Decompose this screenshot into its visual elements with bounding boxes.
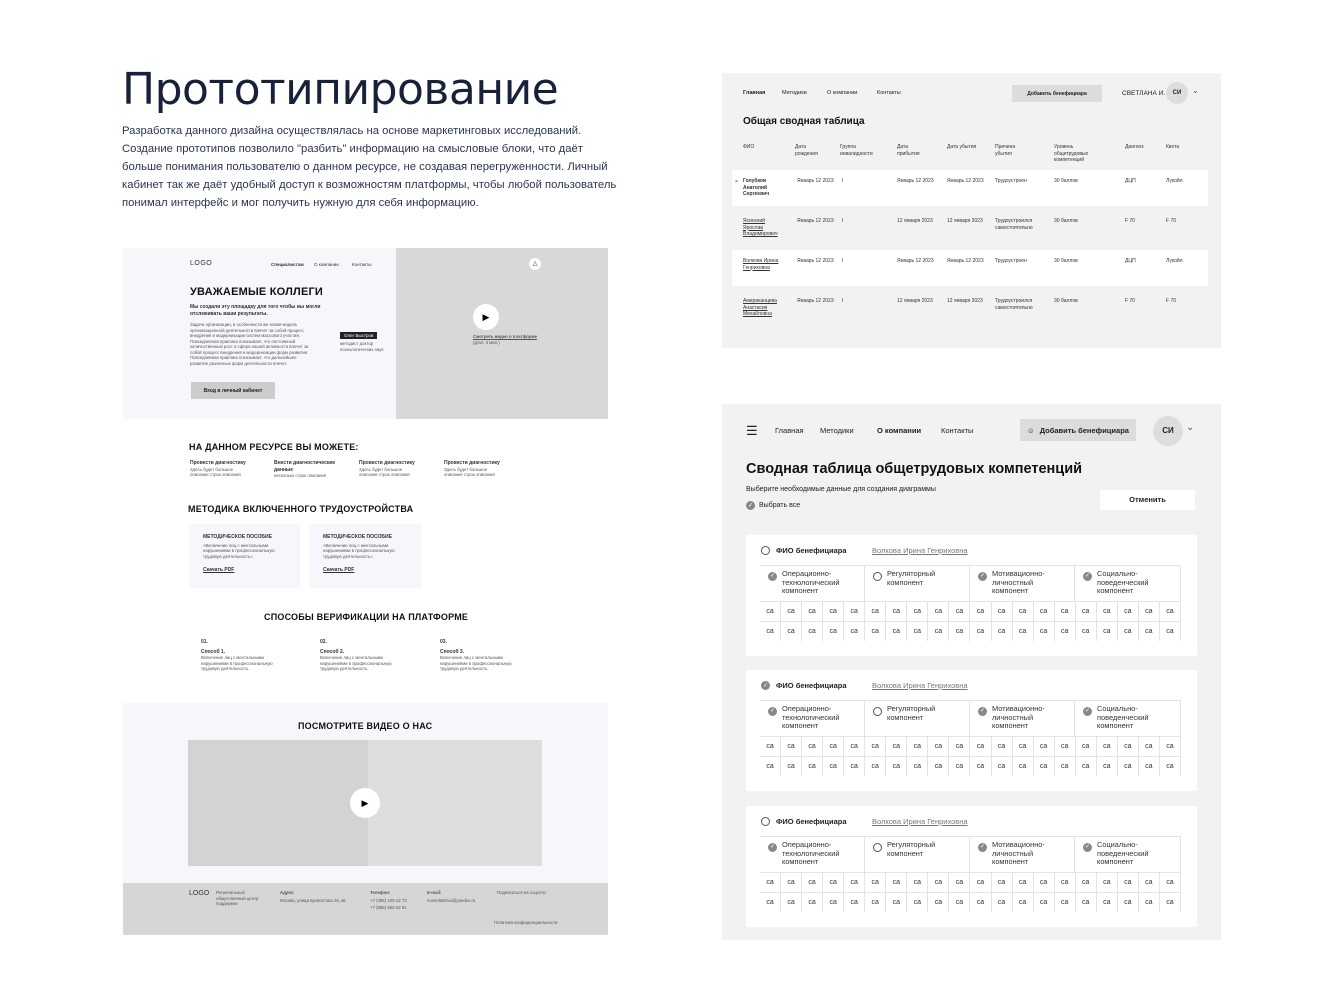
score-cell[interactable]: са <box>1139 737 1160 756</box>
score-cell[interactable]: са <box>1097 622 1118 641</box>
score-cell[interactable]: са <box>1118 893 1139 912</box>
beneficiary-card <box>746 535 1197 656</box>
competency-grid <box>760 836 1181 917</box>
score-cell[interactable]: са <box>949 622 970 641</box>
score-cell[interactable]: са <box>928 757 949 776</box>
score-cell[interactable]: са <box>886 757 907 776</box>
score-cell[interactable]: са <box>823 893 844 912</box>
score-cell[interactable]: са <box>844 602 865 621</box>
score-cell[interactable]: са <box>781 757 802 776</box>
fio-value[interactable]: Волкова Ирина Генриховна <box>872 546 968 555</box>
score-cell[interactable]: са <box>1139 757 1160 776</box>
table-row[interactable] <box>732 250 1208 286</box>
can-item: Провести диагностику Здесь будет большое описание строк описания <box>190 460 246 477</box>
score-cell[interactable]: са <box>992 757 1013 776</box>
table-cell: Трудоустроился самостоятельно <box>995 298 1033 311</box>
score-cell[interactable]: са <box>1034 622 1055 641</box>
check-icon: ✓ <box>769 573 776 580</box>
competency-option[interactable] <box>760 566 865 601</box>
login-button[interactable]: Вход в личный кабинет <box>191 382 275 399</box>
score-cell[interactable]: са <box>907 757 928 776</box>
play-icon[interactable]: ▶ <box>473 304 499 330</box>
score-cell[interactable]: са <box>907 873 928 892</box>
verify-item: 01. Способ 1. Включение лиц с ментальными нарушениями в профессиональную трудовую деятельность. <box>201 639 273 671</box>
check-icon: ✓ <box>769 844 776 851</box>
score-cell[interactable]: са <box>992 622 1013 641</box>
score-cell[interactable]: са <box>1013 622 1034 641</box>
table-cell: 30 баллов <box>1054 258 1078 264</box>
score-cell[interactable]: са <box>1097 873 1118 892</box>
fio-label: ФИО бенефициара <box>776 817 847 826</box>
score-cell[interactable]: са <box>1118 757 1139 776</box>
beneficiary-card <box>746 806 1197 927</box>
score-cell[interactable]: са <box>844 737 865 756</box>
competencies-screen <box>722 404 1221 940</box>
fio-label: ФИО бенефициара <box>776 546 847 555</box>
check-icon[interactable]: ✓ <box>747 503 754 509</box>
table-title: Общая сводная таблица <box>743 116 865 127</box>
score-cell[interactable]: са <box>865 757 886 776</box>
footer-address-label: Адрес: <box>280 890 295 895</box>
competency-option[interactable] <box>1075 701 1181 736</box>
competency-option[interactable] <box>970 566 1075 601</box>
score-cell[interactable]: са <box>844 893 865 912</box>
score-cell[interactable]: са <box>802 757 823 776</box>
col-header[interactable]: Диагноз <box>1125 144 1144 150</box>
score-cell[interactable]: са <box>1034 893 1055 912</box>
competency-label: Операционно-технологический компонент <box>782 569 840 595</box>
score-cell[interactable]: са <box>802 873 823 892</box>
col-header[interactable]: Причина убытия <box>995 144 1016 157</box>
radio-icon[interactable] <box>761 546 770 555</box>
table-cell: 12 января 2023 <box>947 218 983 224</box>
score-cell[interactable]: са <box>992 737 1013 756</box>
score-cell[interactable]: са <box>949 757 970 776</box>
score-cell[interactable]: са <box>1013 737 1034 756</box>
score-cell[interactable]: са <box>1055 737 1076 756</box>
competency-option[interactable] <box>760 701 865 736</box>
summary-table-screen <box>722 73 1221 348</box>
table-cell: Трудоустроен <box>995 178 1027 184</box>
score-cell[interactable]: са <box>1013 873 1034 892</box>
competency-option[interactable] <box>865 566 970 601</box>
chevron-down-icon[interactable]: ⌄ <box>1186 422 1195 433</box>
score-cell[interactable]: са <box>802 893 823 912</box>
table-cell: Январь 12 2023 <box>947 178 984 184</box>
competency-label: Операционно-технологический компонент <box>782 704 840 730</box>
score-cell[interactable]: са <box>823 757 844 776</box>
score-cell[interactable]: са <box>1034 737 1055 756</box>
competency-option[interactable] <box>865 837 970 872</box>
download-pdf-link[interactable]: Скачать PDF <box>203 567 235 573</box>
score-cell[interactable]: са <box>1076 893 1097 912</box>
score-cell[interactable]: са <box>970 737 991 756</box>
add-beneficiary-label: Добавить бенефициара <box>1039 425 1129 435</box>
score-cell[interactable]: са <box>865 622 886 641</box>
score-cell[interactable]: са <box>1160 737 1181 756</box>
competency-label: Социально-поведенческий компонент <box>1097 569 1149 595</box>
nav-home[interactable]: Главная <box>743 90 766 96</box>
score-cell[interactable]: са <box>844 757 865 776</box>
score-cell[interactable]: са <box>823 602 844 621</box>
table-cell: Лукойл <box>1166 178 1183 184</box>
score-cell[interactable]: са <box>970 873 991 892</box>
competency-option[interactable] <box>760 837 865 872</box>
score-cell[interactable]: са <box>802 622 823 641</box>
score-cell[interactable]: са <box>1118 873 1139 892</box>
table-row[interactable] <box>732 210 1208 246</box>
avatar[interactable]: СИ <box>1153 416 1183 446</box>
user-name: СВЕТЛАНА И. <box>1122 90 1166 97</box>
score-cell[interactable]: са <box>928 622 949 641</box>
radio-icon <box>873 572 882 581</box>
score-cell[interactable]: са <box>1118 622 1139 641</box>
score-cell[interactable]: са <box>1076 737 1097 756</box>
score-cell[interactable]: са <box>970 602 991 621</box>
score-cell[interactable]: са <box>1076 622 1097 641</box>
competency-option[interactable] <box>970 837 1075 872</box>
score-cell[interactable]: са <box>1139 622 1160 641</box>
score-cell[interactable]: са <box>1013 602 1034 621</box>
competency-option[interactable] <box>865 701 970 736</box>
footer-phone[interactable]: +7 (495) 100-12 73 <box>370 898 407 903</box>
table-cell: 12 января 2023 <box>947 298 983 304</box>
score-cell[interactable]: са <box>865 737 886 756</box>
competency-option[interactable] <box>970 701 1075 736</box>
footer-email-label: E-mail: <box>427 890 442 895</box>
score-cell[interactable]: са <box>949 873 970 892</box>
can-item: Провести диагностику Здесь будет большое описание строк описания <box>359 460 415 477</box>
badge-role: методист доктор психологических наук <box>340 341 384 352</box>
score-cell[interactable]: са <box>865 893 886 912</box>
can-item: Провести диагностику Здесь будет большое описание строк описания <box>444 460 500 477</box>
beneficiary-name[interactable]: Ясинский Ярослав Владимирович <box>743 218 778 237</box>
score-cell[interactable]: са <box>802 737 823 756</box>
score-cell[interactable]: са <box>970 893 991 912</box>
score-cell[interactable]: са <box>1055 757 1076 776</box>
table-cell: I <box>842 258 844 264</box>
score-cell[interactable]: са <box>760 737 781 756</box>
score-cell[interactable]: са <box>970 622 991 641</box>
table-cell: I <box>842 218 844 224</box>
score-cell[interactable]: са <box>760 893 781 912</box>
radio-icon <box>873 707 882 716</box>
add-beneficiary-button[interactable]: Добавить бенефициара <box>1012 85 1102 102</box>
score-cell[interactable]: са <box>760 873 781 892</box>
nav-home[interactable]: Главная <box>775 426 804 435</box>
score-cell[interactable]: са <box>823 622 844 641</box>
nav-methods[interactable]: Методики <box>820 426 854 435</box>
beneficiary-name[interactable]: Волкова Ирина Генриховна <box>743 258 779 271</box>
select-all[interactable]: Выбрать все <box>759 502 801 509</box>
competency-grid <box>760 700 1181 781</box>
score-cell[interactable]: са <box>992 602 1013 621</box>
score-row <box>760 756 1181 776</box>
col-header[interactable]: Дата рождения <box>795 144 818 157</box>
score-cell[interactable]: са <box>844 622 865 641</box>
score-cell[interactable]: са <box>1160 757 1181 776</box>
avatar[interactable]: СИ <box>1166 82 1188 104</box>
score-cell[interactable]: са <box>1055 602 1076 621</box>
method-title: МЕТОДИКА ВКЛЮЧЕННОГО ТРУДОУСТРОЙСТВА <box>188 504 414 514</box>
score-cell[interactable]: са <box>865 873 886 892</box>
footer-logo: LOGO <box>189 890 210 897</box>
table-cell: Лукойл <box>1166 258 1183 264</box>
video-caption[interactable]: Смотреть видео о платформе <box>473 334 538 339</box>
fio-value[interactable]: Волкова Ирина Генриховна <box>872 817 968 826</box>
video-title: ПОСМОТРИТЕ ВИДЕО О НАС <box>298 721 433 731</box>
score-row <box>760 872 1181 892</box>
competency-label: Мотивационно-личностный компонент <box>992 840 1045 866</box>
score-cell[interactable]: са <box>992 873 1013 892</box>
cancel-button[interactable]: Отменить <box>1100 490 1195 510</box>
check-icon: ✓ <box>1084 573 1091 580</box>
check-icon: ✓ <box>1084 708 1091 715</box>
col-header[interactable]: Квота <box>1166 144 1180 150</box>
table-cell: I <box>842 298 844 304</box>
radio-icon[interactable] <box>761 817 770 826</box>
footer-email[interactable]: mosmitelstvo@yandex.ru <box>427 898 476 903</box>
table-cell: 30 баллов <box>1054 298 1078 304</box>
competency-label: Регуляторный компонент <box>887 569 936 587</box>
video-duration: (длит. 3 мин.) <box>473 340 500 345</box>
user-icon[interactable]: △ <box>529 258 541 270</box>
score-cell[interactable]: са <box>886 873 907 892</box>
score-cell[interactable]: са <box>907 622 928 641</box>
can-item: Внести диагностические данные несколько строк описания <box>274 460 336 478</box>
score-cell[interactable]: са <box>886 622 907 641</box>
score-cell[interactable]: са <box>1139 873 1160 892</box>
table-cell: F 70 <box>1166 218 1177 224</box>
score-cell[interactable]: са <box>1055 893 1076 912</box>
table-cell: Январь 12 2023 <box>797 178 834 184</box>
table-row[interactable] <box>732 170 1208 206</box>
score-row <box>760 621 1181 641</box>
table-cell: Январь 12 2023 <box>797 258 834 264</box>
nav-contacts[interactable]: Контакты <box>877 90 901 96</box>
score-cell[interactable]: са <box>781 737 802 756</box>
table-cell: Январь 12 2023 <box>947 258 984 264</box>
landing-nav-contacts[interactable]: Контакты <box>352 262 372 267</box>
col-header[interactable]: Дата прибытия <box>897 144 920 157</box>
beneficiary-name[interactable]: Американцева Анастасия Михайловна <box>743 298 777 317</box>
competency-label: Мотивационно-личностный компонент <box>992 704 1045 730</box>
score-cell[interactable]: са <box>1013 893 1034 912</box>
table-cell: Январь 12 2023 <box>797 218 834 224</box>
col-header[interactable]: Уровень общетрудовых компетенций <box>1054 144 1089 163</box>
competency-option[interactable] <box>1075 837 1181 872</box>
score-cell[interactable]: са <box>1076 602 1097 621</box>
table-cell: Трудоустроился самостоятельно <box>995 218 1033 231</box>
chevron-down-icon[interactable]: ⌄ <box>1192 86 1199 95</box>
table-cell: 12 января 2023 <box>897 218 933 224</box>
hero-title: УВАЖАЕМЫЕ КОЛЛЕГИ <box>190 286 324 298</box>
table-cell: I <box>842 178 844 184</box>
verify-title: СПОСОБЫ ВЕРИФИКАЦИИ НА ПЛАТФОРМЕ <box>264 612 469 622</box>
score-cell[interactable]: са <box>886 893 907 912</box>
score-cell[interactable]: са <box>928 602 949 621</box>
radio-icon <box>873 843 882 852</box>
check-icon[interactable]: ✓ <box>762 683 769 689</box>
comp-title: Сводная таблица общетрудовых компетенций <box>746 461 1083 477</box>
score-cell[interactable]: са <box>949 737 970 756</box>
score-cell[interactable]: са <box>1160 893 1181 912</box>
download-pdf-link[interactable]: Скачать PDF <box>323 567 355 573</box>
col-header[interactable]: Дата убытия <box>947 144 977 150</box>
score-cell[interactable]: са <box>1139 602 1160 621</box>
score-cell[interactable]: са <box>781 622 802 641</box>
footer-privacy[interactable]: Политика конфиденциальности <box>494 920 558 925</box>
score-cell[interactable]: са <box>760 757 781 776</box>
play-icon[interactable]: ▶ <box>350 788 380 818</box>
score-cell[interactable]: са <box>1160 873 1181 892</box>
score-cell[interactable]: са <box>1097 757 1118 776</box>
page-title: Прототипирование <box>122 64 559 115</box>
footer-phone[interactable]: +7 (985) 650-22 91 <box>370 905 407 910</box>
score-row <box>760 736 1181 756</box>
landing-logo[interactable]: LOGO <box>190 260 213 267</box>
landing-nav-about[interactable]: О компании <box>314 262 339 267</box>
score-cell[interactable]: са <box>1013 757 1034 776</box>
competency-label: Регуляторный компонент <box>887 840 936 858</box>
score-cell[interactable]: са <box>1160 622 1181 641</box>
competency-label: Социально-поведенческий компонент <box>1097 704 1149 730</box>
score-cell[interactable]: са <box>886 737 907 756</box>
score-cell[interactable]: са <box>949 893 970 912</box>
score-cell[interactable]: са <box>844 873 865 892</box>
menu-icon[interactable]: ☰ <box>746 423 758 438</box>
verify-item: 03. Способ 3. Включение лиц с ментальными нарушениями в профессиональную трудовую деятельность. <box>440 639 512 671</box>
can-title: НА ДАННОМ РЕСУРСЕ ВЫ МОЖЕТЕ: <box>189 442 359 452</box>
col-header[interactable]: ФИО <box>743 144 755 150</box>
method-card: МЕТОДИЧЕСКОЕ ПОСОБИЕ «Включение лиц с ментальными нарушениями в профессиональную трудовую деятельность». Скачать PDF <box>189 524 300 588</box>
nav-methods[interactable]: Методики <box>782 90 807 96</box>
table-cell: Январь 12 2023 <box>897 178 934 184</box>
score-cell[interactable]: са <box>970 757 991 776</box>
add-beneficiary-button[interactable] <box>1020 419 1136 441</box>
score-cell[interactable]: са <box>1076 873 1097 892</box>
table-cell: ДЦП <box>1125 258 1136 264</box>
add-user-icon: ☺ <box>1027 425 1035 435</box>
score-cell[interactable]: са <box>1055 873 1076 892</box>
score-cell[interactable]: са <box>760 622 781 641</box>
score-cell[interactable]: са <box>1034 757 1055 776</box>
score-cell[interactable]: са <box>886 602 907 621</box>
score-cell[interactable]: са <box>1076 757 1097 776</box>
hero-text: Задача организации, в особенности же новая модель организационной деятельности влечет за собой процесс внедрения и модернизации систем массового участия. Повседневная практика показывает, что постоянный количественный рост и сфера нашей активности влечет за собой процесс внедрения и модернизации форм развития. Повседневная практика показывает, что дальнейшее развитие различных форм деятельности влечет. <box>190 322 309 366</box>
score-cell[interactable]: са <box>760 602 781 621</box>
comp-subtitle: Выберите необходимые данные для создания диаграммы <box>746 486 936 493</box>
verify-item: 02. Способ 2. Включение лиц с ментальными нарушениями в профессиональную трудовую деятельность. <box>320 639 392 671</box>
nav-about[interactable]: О компании <box>827 90 858 96</box>
hero-lead: Мы создали эту площадку для того чтобы вы могли отслеживать ваши результаты. <box>190 304 321 317</box>
score-cell[interactable]: са <box>781 893 802 912</box>
score-cell[interactable]: са <box>865 602 886 621</box>
score-cell[interactable]: са <box>1139 893 1160 912</box>
score-cell[interactable]: са <box>823 737 844 756</box>
score-cell[interactable]: са <box>1160 602 1181 621</box>
score-cell[interactable]: са <box>1118 737 1139 756</box>
col-header[interactable]: Группа инвалидности <box>840 144 873 157</box>
score-cell[interactable]: са <box>928 873 949 892</box>
competency-label: Регуляторный компонент <box>887 704 936 722</box>
competency-label: Мотивационно-личностный компонент <box>992 569 1045 595</box>
score-row <box>760 892 1181 912</box>
competency-label: Социально-поведенческий компонент <box>1097 840 1149 866</box>
nav-contacts[interactable]: Контакты <box>941 426 974 435</box>
check-icon: ✓ <box>979 844 986 851</box>
score-cell[interactable]: са <box>928 737 949 756</box>
competency-grid <box>760 565 1181 646</box>
competency-option[interactable] <box>1075 566 1181 601</box>
table-cell: Январь 12 2023 <box>897 258 934 264</box>
footer-phone-label: Телефон: <box>370 890 391 895</box>
footer-social[interactable]: Подписаться на соцсети <box>497 890 546 895</box>
score-cell[interactable]: са <box>1097 737 1118 756</box>
table-cell: F 70 <box>1125 218 1136 224</box>
intro-text: Разработка данного дизайна осуществлялась на основе маркетинговых исследований. Создание прототипов позволило "разбить" информацию на смысловые блоки, что даёт больше понимания пользователю о данном ресурсе, не создавая перегруженности. Личный кабинет так же даёт удобный доступ к возможностям платформы, чтобы любой пользователь понимал интерфейс и мог получить нужную для себя информацию. <box>122 125 617 209</box>
table-cell: F 70 <box>1125 298 1136 304</box>
beneficiary-name[interactable]: Голубков Анатолий Сергеевич <box>743 178 770 197</box>
fio-label: ФИО бенефициара <box>776 681 847 690</box>
score-cell[interactable]: са <box>1034 602 1055 621</box>
landing-nav-specialists[interactable]: Специалистам <box>271 262 304 267</box>
table-cell: ДЦП <box>1125 178 1136 184</box>
table-cell: 30 баллов <box>1054 218 1078 224</box>
score-cell[interactable]: са <box>781 602 802 621</box>
table-cell: 12 января 2023 <box>897 298 933 304</box>
close-icon[interactable]: × <box>735 179 738 185</box>
score-cell[interactable]: са <box>1097 602 1118 621</box>
score-cell[interactable]: са <box>1118 602 1139 621</box>
score-cell[interactable]: са <box>949 602 970 621</box>
footer-org: Региональный общественный центр поддержки <box>216 890 259 906</box>
footer-address: Москва, улица Бухвостова 25, кв. <box>280 898 347 903</box>
score-cell[interactable]: са <box>781 873 802 892</box>
score-cell[interactable]: са <box>1055 622 1076 641</box>
score-cell[interactable]: са <box>907 737 928 756</box>
nav-about[interactable]: О компании <box>877 426 922 435</box>
check-icon: ✓ <box>1084 844 1091 851</box>
score-cell[interactable]: са <box>992 893 1013 912</box>
check-icon: ✓ <box>979 708 986 715</box>
table-cell: 30 баллов <box>1054 178 1078 184</box>
badge-name: Олег Быстров <box>340 332 377 339</box>
score-cell[interactable]: са <box>1034 873 1055 892</box>
score-cell[interactable]: са <box>1097 893 1118 912</box>
table-cell: Трудоустроен <box>995 258 1027 264</box>
fio-value[interactable]: Волкова Ирина Генриховна <box>872 681 968 690</box>
score-cell[interactable]: са <box>802 602 823 621</box>
score-row <box>760 601 1181 621</box>
video-shade <box>188 740 368 866</box>
table-cell: Январь 12 2023 <box>797 298 834 304</box>
score-cell[interactable]: са <box>907 602 928 621</box>
score-cell[interactable]: са <box>907 893 928 912</box>
score-cell[interactable]: са <box>928 893 949 912</box>
check-icon: ✓ <box>769 708 776 715</box>
table-cell: F 70 <box>1166 298 1177 304</box>
score-cell[interactable]: са <box>823 873 844 892</box>
check-icon: ✓ <box>979 573 986 580</box>
competency-label: Операционно-технологический компонент <box>782 840 840 866</box>
table-row[interactable] <box>732 290 1208 326</box>
beneficiary-card <box>746 670 1197 791</box>
method-card: МЕТОДИЧЕСКОЕ ПОСОБИЕ «Включение лиц с ментальными нарушениями в профессиональную трудовую деятельность». Скачать PDF <box>309 524 421 588</box>
